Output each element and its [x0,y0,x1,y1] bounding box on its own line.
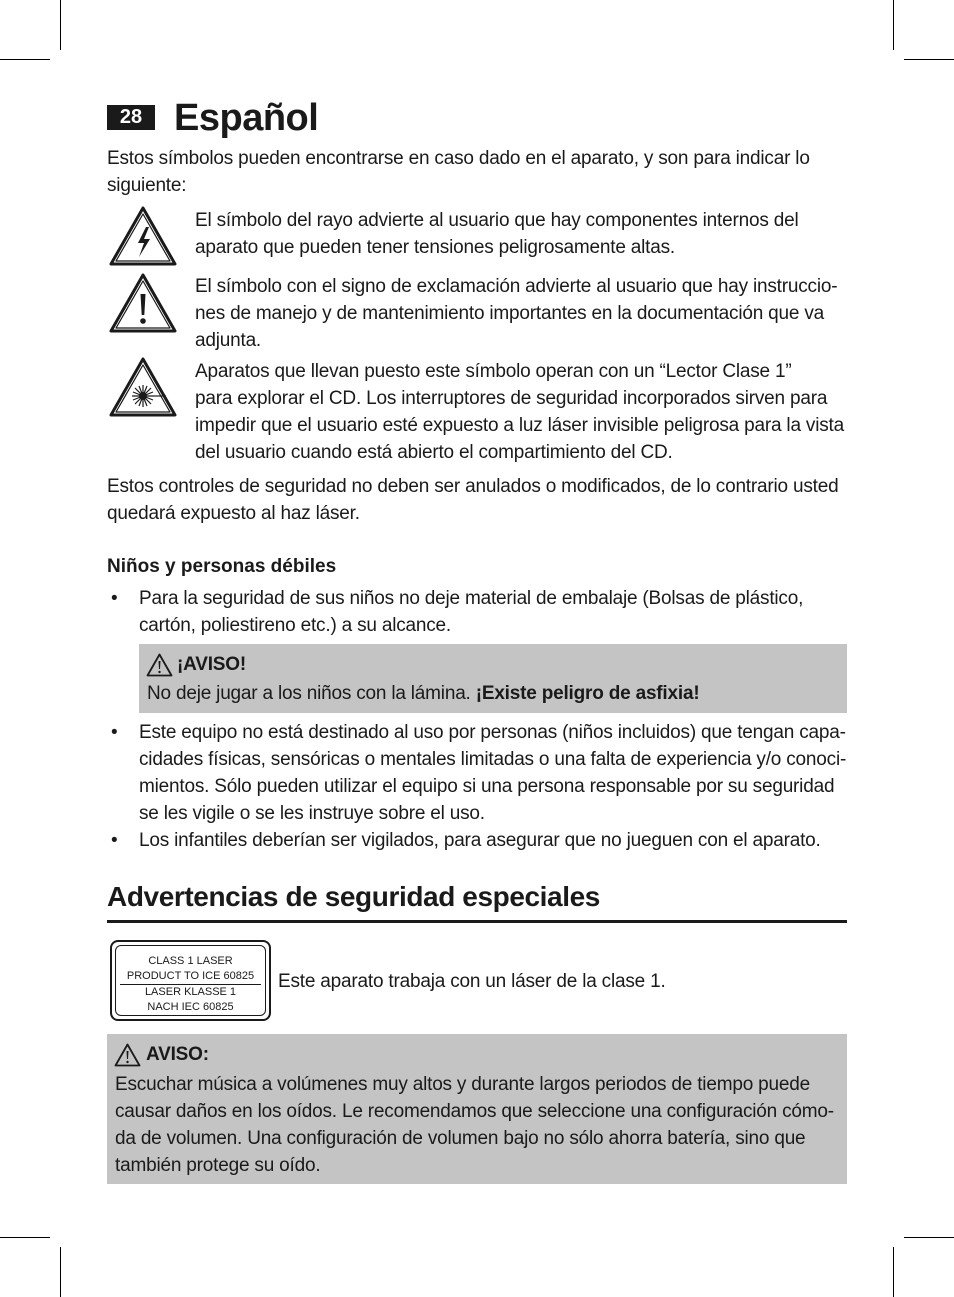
bullet-line: Los infantiles deberían ser vigilados, para asegurar que no jueguen con el aparato. [139,830,821,851]
controls-line: Estos controles de seguridad no deben ser anulados o modificados, de lo contrario usted [107,476,839,497]
warning-label: ¡AVISO! [177,654,246,675]
intro-paragraph [107,145,852,199]
intro-line: Estos símbolos pueden encontrarse en caso dado en el aparato, y son para indicar lo [107,148,810,169]
crop-mark [904,59,954,60]
warning-triangle-icon [114,1043,141,1067]
symbol-description [195,207,845,261]
crop-mark [60,0,61,50]
symbol-description [195,273,845,354]
crop-mark [0,1237,50,1238]
laser-warning-icon [108,356,178,418]
crop-mark [60,1247,61,1297]
bullet-marker: • [111,722,118,743]
bullet-line: cidades físicas, sensóricas o mentales limitadas o una falta de experiencia y/o conoci- [139,749,847,770]
warning-text [115,1071,843,1179]
bullet-line: Este equipo no está destinado al uso por personas (niños incluidos) que tengan capa- [139,722,846,743]
warning-line: Escuchar música a volúmenes muy altos y durante largos periodos de tiempo puede [115,1074,810,1095]
warning-text-bold: ¡Existe peligro de asfixia! [475,683,700,704]
warning-text [147,680,842,707]
bullet-item [139,827,851,854]
laser-label-line: PRODUCT TO ICE 60825 [120,969,261,985]
symbol-description [195,358,845,466]
warning-label: AVISO: [146,1044,209,1065]
bullet-marker: • [111,588,118,609]
crop-mark [904,1237,954,1238]
laser-description: Este aparato trabaja con un láser de la clase 1. [278,971,666,992]
warning-line: también protege su oído. [115,1155,321,1176]
description-line: aparato que pueden tener tensiones peligrosamente altas. [195,237,675,258]
bullet-line: se les vigile o se les instruye sobre el uso. [139,803,485,824]
laser-label-line: NACH IEC 60825 [147,1001,234,1013]
description-line: impedir que el usuario esté expuesto a luz láser invisible peligrosa para la vista [195,415,844,436]
section-subheading: Niños y personas débiles [107,556,337,577]
description-line: para explorar el CD. Los interruptores de seguridad incorporados sirven para [195,388,828,409]
description-line: nes de manejo y de mantenimiento importantes en la documentación que va [195,303,825,324]
crop-mark [893,0,894,50]
bullet-item [139,585,849,639]
laser-label-line: LASER KLASSE 1 [144,986,237,998]
bullet-line: mientos. Sólo pueden utilizar el equipo si una persona responsable por su seguridad [139,776,835,797]
heading-rule [107,920,847,923]
lightning-warning-icon [108,205,178,267]
bullet-line: Para la seguridad de sus niños no deje material de embalaje (Bolsas de plástico, [139,588,804,609]
bullet-marker: • [111,830,118,851]
warning-line: da de volumen. Una configuración de volumen bajo no sólo ahorra batería, sino que [115,1128,806,1149]
intro-line: siguiente: [107,175,187,196]
section-heading: Advertencias de seguridad especiales [107,881,600,912]
description-line: Aparatos que llevan puesto este símbolo operan con un “Lector Clase 1” [195,361,792,382]
warning-line: causar daños en los oídos. Le recomendamos que seleccione una configuración cómo- [115,1101,834,1122]
page-title: Español [174,97,319,139]
crop-mark [893,1247,894,1297]
warning-text-normal: No deje jugar a los niños con la lámina. [147,683,476,704]
description-line: El símbolo con el signo de exclamación advierte al usuario que hay instruccio- [195,276,838,297]
bullet-line: cartón, poliestireno etc.) a su alcance. [139,615,452,636]
bullet-item [139,719,851,827]
controls-paragraph [107,473,852,527]
exclamation-warning-icon [108,272,178,334]
description-line: El símbolo del rayo advierte al usuario que hay componentes internos del [195,210,799,231]
crop-mark [0,59,50,60]
laser-label-line: CLASS 1 LASER [148,955,233,967]
warning-triangle-icon [146,653,173,677]
page-number: 28 [107,105,155,130]
controls-line: quedará expuesto al haz láser. [107,503,360,524]
laser-class-label [110,940,271,1021]
description-line: del usuario cuando está abierto el compartimiento del CD. [195,442,673,463]
description-line: adjunta. [195,330,262,351]
